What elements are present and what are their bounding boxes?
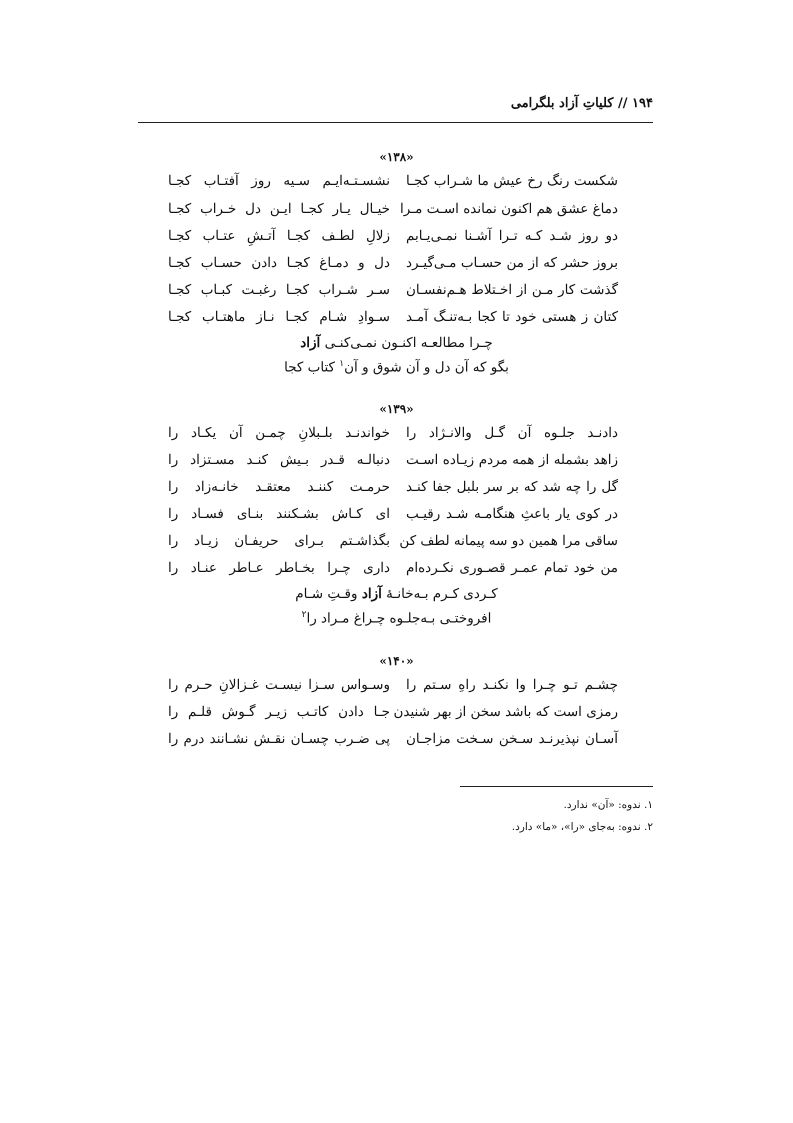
couplet xyxy=(168,452,618,478)
couplet xyxy=(168,704,618,730)
poet-name: آزاد xyxy=(300,335,321,351)
hemistich-second: نشسـتـه‌ایـم سـیه روز آفتـاب کجـا xyxy=(168,173,390,189)
footnote-marker: ۱ xyxy=(339,359,345,369)
hemistich-second: خیـال یـار کجـا ایـن دل خـراب کجـا xyxy=(168,201,390,217)
couplet xyxy=(168,309,618,335)
couplet xyxy=(168,677,618,703)
couplet xyxy=(168,255,618,281)
poem-number: «۱۳۹» xyxy=(379,402,414,416)
hemistich-first: دو روز شـد کـه تـرا آشـنا نمـی‌یـابم xyxy=(406,228,618,244)
hemistich-second: حرمـت کننـد معتقـد خانـه‌زاد را xyxy=(168,479,390,495)
hemistich-first: من خود تمام عمـر قصـوری نکـرده‌ام xyxy=(406,560,618,576)
hemistich-first: گل را چه شد که بر سر بلبل جفا کنـد xyxy=(406,479,618,495)
hemistich-second: سـوادِ شـام کجـا نـاز ماهتـاب کجـا xyxy=(168,309,390,325)
footnote-rule xyxy=(460,786,653,787)
hemistich-second: دنبالـه قـدر بـیش کنـد مسـتزاد را xyxy=(168,452,390,468)
final-line-text: افروختـی بـه‌جلـوه چـراغ مـراد را xyxy=(306,610,492,627)
final-line xyxy=(0,586,793,602)
hemistich-second: زلالِ لطـف کجـا آتـشِ عتـاب کجـا xyxy=(168,228,390,244)
book-title: کلیاتِ آزاد بلگرامی xyxy=(510,96,614,111)
running-header xyxy=(138,96,653,111)
hemistich-second: جـا دادن کاتـب زیـر گـوش قلـم را xyxy=(168,704,390,720)
final-line-text: چـرا مطالعـه اکنـون نمـی‌کنـی xyxy=(324,335,493,351)
page-number: ۱۹۴ xyxy=(632,96,653,111)
header-rule xyxy=(138,122,653,123)
hemistich-second: دل و دمـاغ کجـا دادن حسـاب کجـا xyxy=(168,255,390,271)
couplet xyxy=(168,479,618,505)
footnote: ۲. ندوه: به‌جای «را»، «ما» دارد. xyxy=(511,821,653,833)
hemistich-second: پی ضـرب چسـان نقـش نشـانند درم را xyxy=(168,731,390,747)
final-line-text: وقـتِ شـام xyxy=(295,586,362,602)
couplet xyxy=(168,228,618,254)
hemistich-first: آسـان نپذیرنـد سـخن سـخت مزاجـان xyxy=(406,731,618,747)
final-line-text: بگو که آن دل و آن شوق و آن xyxy=(344,359,509,376)
poem-number: «۱۳۸» xyxy=(379,150,414,164)
hemistich-second: ای کـاش بشـکنند بنـای فسـاد را xyxy=(168,506,390,522)
hemistich-first: ساقی مرا همین دو سه پیمانه لطف کن xyxy=(399,533,618,549)
couplet xyxy=(168,731,618,757)
hemistich-second: سـر شـراب کجـا رغبـت کبـاب کجـا xyxy=(168,282,390,298)
couplet xyxy=(168,560,618,586)
final-line xyxy=(0,335,793,351)
hemistich-first: در کوی یار باعثِ هنگامـه شـد رقیـب xyxy=(406,506,618,522)
hemistich-first: بروز حشر که از من حسـاب مـی‌گیـرد xyxy=(406,255,618,271)
hemistich-first: گذشت کار مـن از اخـتلاط هـم‌نفسـان xyxy=(406,282,618,298)
poem-number: «۱۴۰» xyxy=(379,654,414,668)
hemistich-first: دادنـد جلـوه آن گـل والانـژاد را xyxy=(406,425,618,441)
hemistich-first: شکست رنگ رخ عیش ما شـراب کجـا xyxy=(406,173,618,189)
hemistich-first: چشـم تـو چـرا وا نکنـد راهِ سـتم را xyxy=(406,677,618,693)
footnote: ۱. ندوه: «آن» ندارد. xyxy=(563,799,653,811)
couplet xyxy=(168,425,618,451)
couplet xyxy=(168,201,618,227)
hemistich-second: بگذاشـتم بـرای حریفـان زیـاد را xyxy=(168,533,390,549)
couplet xyxy=(168,506,618,532)
couplet xyxy=(168,282,618,308)
hemistich-first: رمزی است که باشد سخن از بهر شنیدن xyxy=(393,704,618,720)
footnote-marker: ۲ xyxy=(301,610,307,620)
final-line xyxy=(0,359,793,376)
hemistich-second: داری چـرا بخـاطر عـاطر عنـاد را xyxy=(168,560,390,576)
hemistich-first: کتان ز هستی خود تا کجا بـه‌تنـگ آمـد xyxy=(406,309,618,325)
hemistich-second: وسـواس سـزا نیسـت غـزالانِ حـرم را xyxy=(168,677,390,693)
hemistich-first: زاهد بشمله از همه مردم زیـاده اسـت xyxy=(406,452,618,468)
poet-name: آزاد xyxy=(361,586,382,602)
couplet xyxy=(168,533,618,559)
couplet xyxy=(168,173,618,199)
final-line-text: کـردی کـرم بـه‌خانـهٔ xyxy=(386,586,498,602)
final-line xyxy=(0,610,793,627)
final-line-text: کتاب کجا xyxy=(284,359,340,376)
header-separator: // xyxy=(618,96,628,111)
hemistich-second: خواندنـد بلـبلانِ چمـن آن یکـاد را xyxy=(168,425,390,441)
hemistich-first: دماغ عشق هم اکنون نمانده اسـت مـرا xyxy=(399,201,618,217)
